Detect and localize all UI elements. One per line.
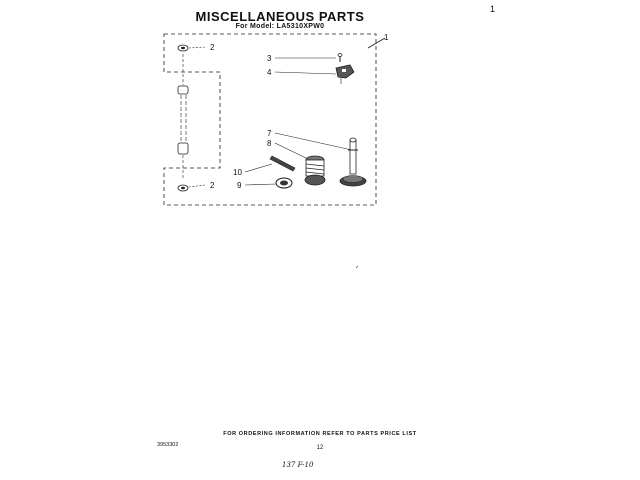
- callout-2-bottom: 2: [210, 181, 215, 190]
- stray-mark: [356, 266, 358, 268]
- callout-10: 10: [233, 168, 242, 177]
- page-number: 12: [316, 445, 324, 451]
- bracket-part: [275, 65, 354, 84]
- handwritten-note: 137 F-10: [282, 461, 314, 469]
- clip-part: [245, 178, 292, 188]
- washer-top: [178, 45, 205, 51]
- pin-part: [245, 156, 295, 172]
- callout-7: 7: [267, 129, 272, 138]
- washer-bottom: [178, 185, 205, 191]
- callout-2-top: 2: [210, 43, 215, 52]
- callout-9: 9: [237, 181, 242, 190]
- leader-1: [368, 38, 385, 48]
- ordering-note: FOR ORDERING INFORMATION REFER TO PARTS PRICE LIST: [223, 431, 417, 437]
- document-part-number: 3953302: [157, 442, 179, 448]
- callout-4: 4: [267, 68, 272, 77]
- callout-3: 3: [267, 54, 272, 63]
- screw-part: [275, 54, 342, 63]
- page-title: MISCELLANEOUS PARTS: [195, 9, 365, 24]
- model-subtitle: For Model: LA5310XPW0: [235, 23, 325, 30]
- callout-8: 8: [267, 139, 272, 148]
- corner-mark: 1: [490, 4, 496, 14]
- callout-1: 1: [384, 33, 389, 42]
- drain-strut: [178, 54, 188, 180]
